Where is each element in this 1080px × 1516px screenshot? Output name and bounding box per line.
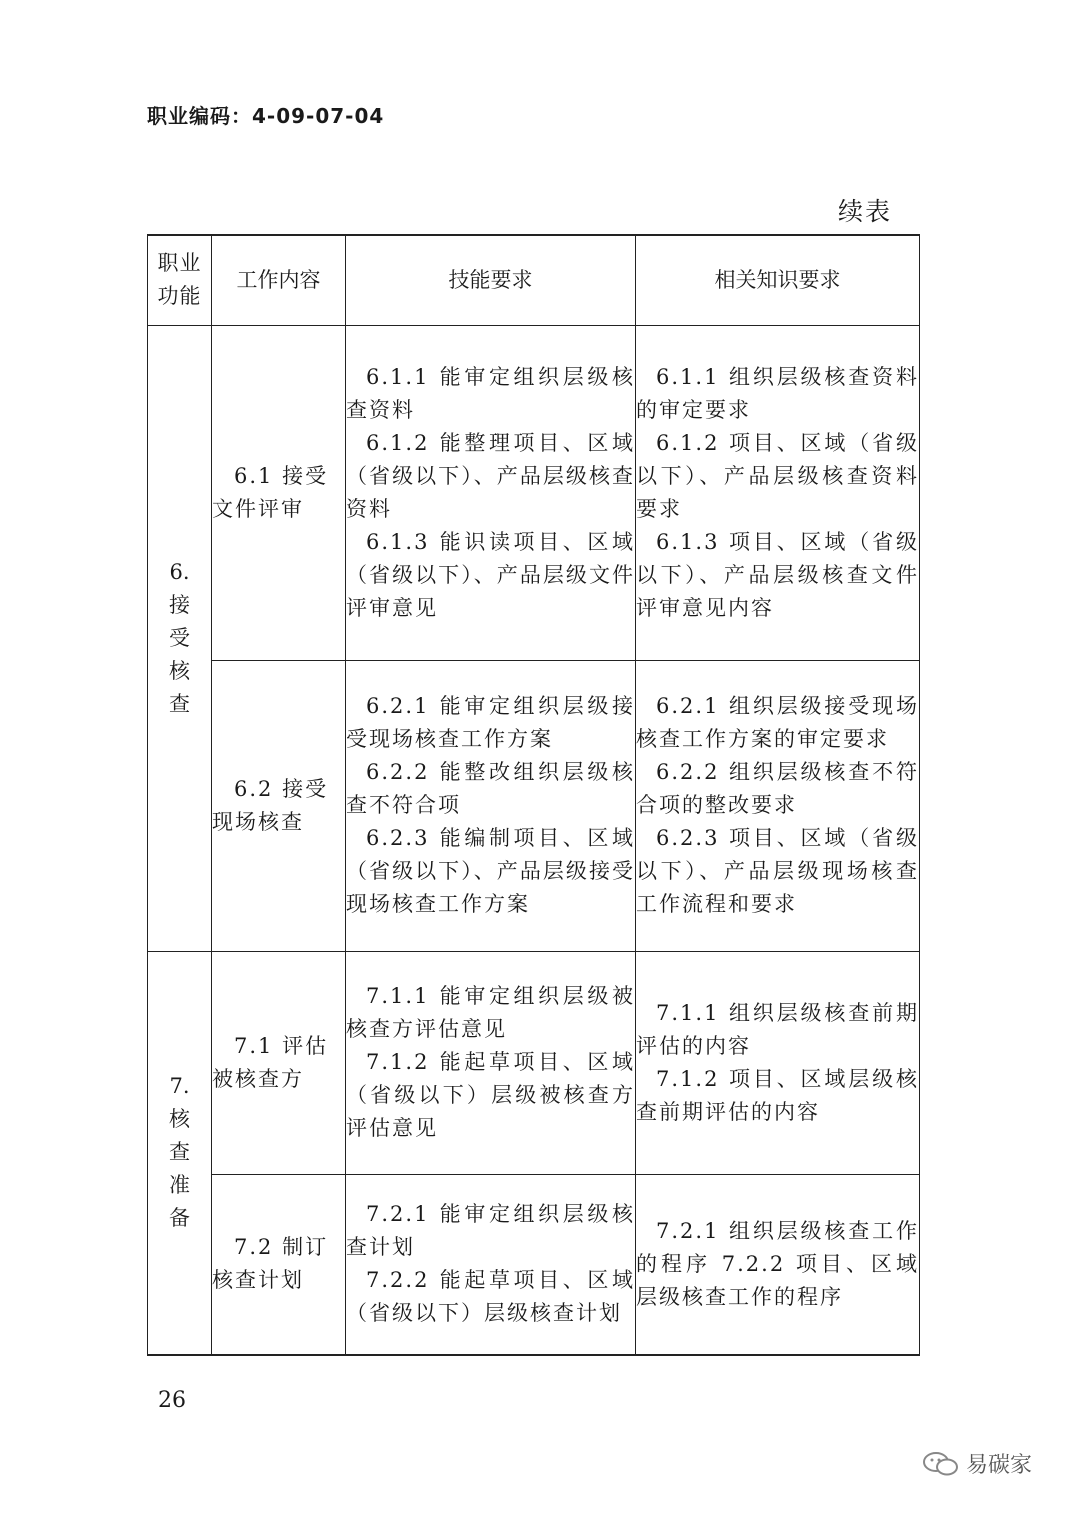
content-cell: [212, 951, 346, 1174]
content-title: 7.1 评估: [234, 1033, 329, 1058]
skill-item: 6.1.3 能识读项目、区域（省级以下）、产品层级文件评审意见: [346, 529, 635, 620]
column-header-role: [148, 235, 212, 325]
knowledge-item: 6.2.1 组织层级接受现场核查工作方案的审定要求: [636, 694, 919, 751]
skill-item: 7.2.1 能审定组织层级核查计划: [346, 1202, 635, 1260]
column-header-skills: 技能要求: [346, 235, 636, 325]
knowledge-item: 6.2.3 项目、区域（省级以下）、产品层级现场核查工作流程和要求: [636, 826, 919, 916]
watermark-text: 易碳家: [966, 1453, 1033, 1478]
knowledge-cell: [636, 660, 920, 951]
skill-item: 6.1.1 能审定组织层级核查资料: [346, 364, 635, 422]
role-char: 接: [169, 592, 190, 617]
table-header-row: [148, 235, 920, 325]
role-cell-6: [148, 325, 212, 951]
knowledge-item: 6.1.3 项目、区域（省级以下）、产品层级核查文件评审意见内容: [636, 529, 919, 620]
role-char: 核: [169, 1107, 190, 1132]
knowledge-item: 6.2.2 组织层级核查不符合项的整改要求: [636, 760, 919, 817]
role-char: 核: [169, 658, 190, 683]
watermark: [922, 1448, 1032, 1479]
column-header-knowledge: 相关知识要求: [636, 235, 920, 325]
column-header-role-line2: 功能: [157, 284, 202, 309]
wechat-icon: [922, 1451, 960, 1477]
table-row: [148, 660, 920, 951]
skills-cell: [346, 660, 636, 951]
role-number: 7.: [169, 1074, 190, 1099]
role-char: 查: [169, 1140, 190, 1165]
table-row: [148, 951, 920, 1174]
skill-item: 7.1.1 能审定组织层级被核查方评估意见: [346, 984, 635, 1041]
content-cell: [212, 325, 346, 660]
content-title-rest: 被核查方: [212, 1066, 304, 1091]
knowledge-item: 6.1.1 组织层级核查资料的审定要求: [636, 364, 919, 422]
content-cell: [212, 1174, 346, 1355]
table-row: [148, 325, 920, 660]
content-cell: [212, 660, 346, 951]
knowledge-item: 7.1.1 组织层级核查前期评估的内容: [636, 1000, 919, 1058]
role-number: 6.: [169, 559, 190, 584]
skill-item: 6.1.2 能整理项目、区域（省级以下）、产品层级核查资料: [346, 430, 635, 521]
skills-cell: [346, 1174, 636, 1355]
content-title-rest: 现场核查: [212, 809, 304, 834]
skills-table: [147, 234, 920, 1356]
content-title-rest: 文件评审: [212, 496, 304, 521]
skills-cell: [346, 951, 636, 1174]
skill-item: 7.1.2 能起草项目、区域（省级以下）层级被核查方评估意见: [346, 1050, 635, 1140]
content-title: 6.2 接受: [234, 776, 329, 801]
role-char: 查: [169, 691, 190, 716]
role-char: 受: [169, 625, 190, 650]
page-number: 26: [158, 1388, 186, 1413]
skill-item: 6.2.1 能审定组织层级接受现场核查工作方案: [346, 694, 635, 751]
role-cell-7: [148, 951, 212, 1355]
occupation-code: 职业编码：4-09-07-04: [147, 104, 385, 128]
content-title: 7.2 制订: [234, 1235, 329, 1260]
table-row: [148, 1174, 920, 1355]
knowledge-cell: [636, 951, 920, 1174]
skill-item: 6.2.3 能编制项目、区域（省级以下）、产品层级接受现场核查工作方案: [346, 826, 635, 916]
knowledge-item: 6.1.2 项目、区域（省级以下）、产品层级核查资料要求: [636, 430, 919, 521]
role-char: 准: [169, 1173, 190, 1198]
skill-item: 7.2.2 能起草项目、区域（省级以下）层级核查计划: [346, 1268, 635, 1326]
knowledge-cell: [636, 325, 920, 660]
role-char: 备: [169, 1206, 190, 1231]
continued-label: 续表: [837, 197, 892, 226]
content-title-rest: 核查计划: [212, 1268, 304, 1293]
column-header-content: 工作内容: [212, 235, 346, 325]
content-title: 6.1 接受: [234, 463, 329, 488]
skill-item: 6.2.2 能整改组织层级核查不符合项: [346, 760, 635, 817]
knowledge-item: 7.2.1 组织层级核查工作的程序 7.2.2 项目、区域层级核查工作的程序: [636, 1218, 919, 1309]
column-header-role-line1: 职业: [157, 251, 202, 276]
knowledge-item: 7.1.2 项目、区域层级核查前期评估的内容: [636, 1066, 919, 1124]
knowledge-cell: [636, 1174, 920, 1355]
skills-cell: [346, 325, 636, 660]
